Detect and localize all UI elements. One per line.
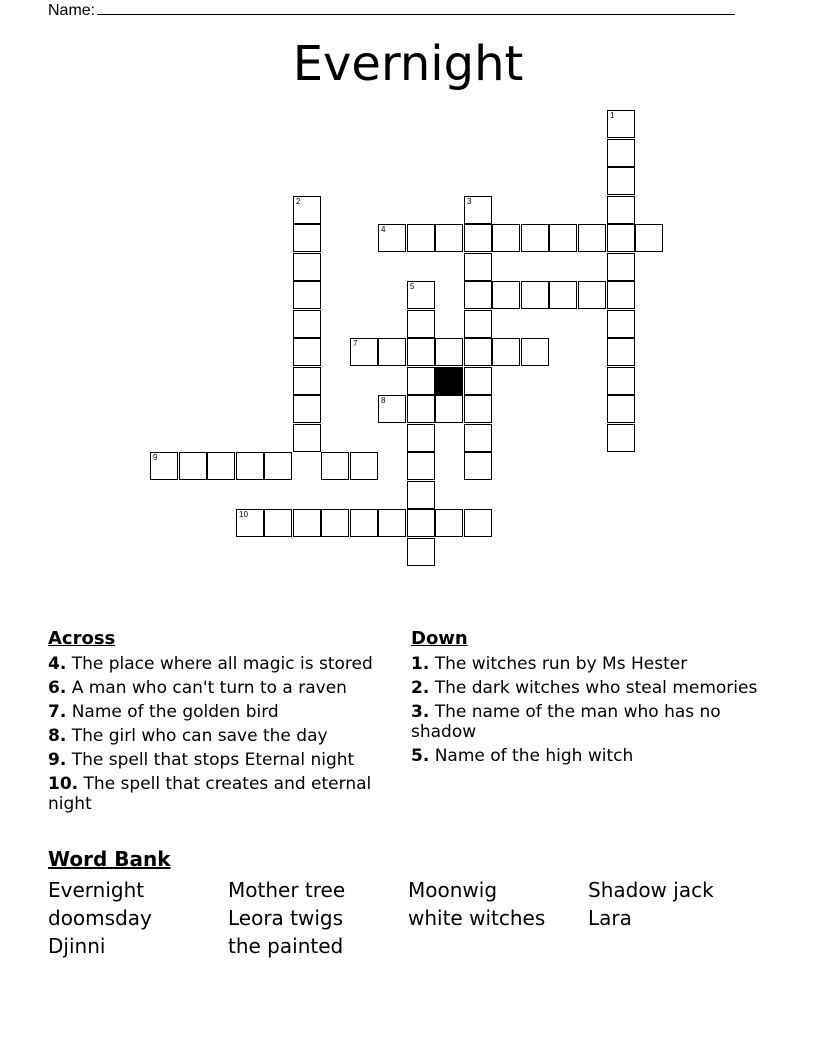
- clue-across-4: [48, 654, 400, 674]
- crossword-cell[interactable]: [607, 367, 635, 395]
- crossword-cell[interactable]: [464, 452, 492, 480]
- crossword-cell[interactable]: [293, 367, 321, 395]
- crossword-cell[interactable]: [179, 452, 207, 480]
- clue-across-10: [48, 774, 400, 814]
- crossword-cell[interactable]: [321, 509, 349, 537]
- crossword-cell[interactable]: [492, 224, 520, 252]
- crossword-cell[interactable]: [549, 281, 577, 309]
- cell-number: 4: [381, 225, 386, 234]
- down-heading: Down: [411, 628, 468, 649]
- crossword-cell[interactable]: [407, 538, 435, 566]
- name-label: Name:: [48, 2, 96, 19]
- crossword-cell[interactable]: [607, 338, 635, 366]
- clue-number: 1.: [411, 654, 430, 674]
- crossword-cell[interactable]: [464, 509, 492, 537]
- crossword-cell[interactable]: [521, 224, 549, 252]
- clue-text: A man who can't turn to a raven: [71, 678, 347, 698]
- cell-number: 1: [610, 111, 615, 120]
- crossword-cell[interactable]: [264, 509, 292, 537]
- cell-number: 5: [410, 282, 415, 291]
- crossword-cell[interactable]: [607, 253, 635, 281]
- crossword-cell[interactable]: [264, 452, 292, 480]
- crossword-cell[interactable]: [293, 424, 321, 452]
- crossword-cell[interactable]: [464, 310, 492, 338]
- word-bank-item: Lara: [588, 906, 632, 930]
- crossword-cell[interactable]: [607, 167, 635, 195]
- across-heading: Across: [48, 628, 116, 649]
- crossword-cell[interactable]: [435, 395, 463, 423]
- crossword-cell[interactable]: [293, 310, 321, 338]
- crossword-cell[interactable]: [578, 281, 606, 309]
- puzzle-title: Evernight: [292, 36, 524, 92]
- crossword-cell[interactable]: [407, 452, 435, 480]
- crossword-cell[interactable]: [236, 452, 264, 480]
- word-bank-item: white witches: [408, 906, 546, 930]
- crossword-cell[interactable]: [293, 196, 321, 224]
- crossword-cell[interactable]: [492, 281, 520, 309]
- clue-text: The witches run by Ms Hester: [434, 654, 688, 674]
- word-bank-item: Djinni: [48, 934, 106, 958]
- word-bank-item: Leora twigs: [228, 906, 344, 930]
- crossword-cell[interactable]: [607, 424, 635, 452]
- clue-text: The spell that creates and eternal night: [48, 774, 372, 814]
- clue-text: The spell that stops Eternal night: [71, 750, 355, 770]
- crossword-cell[interactable]: [378, 338, 406, 366]
- clue-across-6: [48, 678, 400, 698]
- crossword-cell[interactable]: [293, 224, 321, 252]
- crossword-cell[interactable]: [293, 509, 321, 537]
- word-bank-item: Evernight: [48, 878, 145, 902]
- clue-text: Name of the golden bird: [71, 702, 279, 722]
- crossword-cell[interactable]: [607, 224, 635, 252]
- clue-number: 9.: [48, 750, 67, 770]
- clue-text: The name of the man who has no shadow: [411, 702, 721, 742]
- word-bank-item: Moonwig: [408, 878, 498, 902]
- crossword-cell[interactable]: [607, 110, 635, 138]
- cell-number: 7: [353, 339, 358, 348]
- clue-number: 2.: [411, 678, 430, 698]
- crossword-cell[interactable]: [321, 452, 349, 480]
- word-bank-item: Mother tree: [228, 878, 346, 902]
- crossword-cell[interactable]: [293, 253, 321, 281]
- cell-number: 9: [153, 453, 158, 462]
- crossword-cell[interactable]: [150, 452, 178, 480]
- word-bank-item: the painted: [228, 934, 344, 958]
- crossword-cell[interactable]: [350, 452, 378, 480]
- crossword-cell[interactable]: [607, 196, 635, 224]
- crossword-cell[interactable]: [521, 338, 549, 366]
- crossword-cell[interactable]: [407, 424, 435, 452]
- crossword-cell[interactable]: [378, 395, 406, 423]
- clue-across-9: [48, 750, 400, 770]
- crossword-cell[interactable]: [464, 253, 492, 281]
- word-bank: [48, 846, 768, 958]
- crossword-cell[interactable]: [607, 139, 635, 167]
- crossword-cell[interactable]: [407, 367, 435, 395]
- clue-down-1: [411, 654, 761, 674]
- clue-number: 8.: [48, 726, 67, 746]
- clue-number: 6.: [48, 678, 67, 698]
- clue-number: 4.: [48, 654, 67, 674]
- crossword-cell[interactable]: [464, 367, 492, 395]
- crossword-cell[interactable]: [378, 509, 406, 537]
- clue-down-3: [411, 702, 761, 742]
- word-bank-item: doomsday: [48, 906, 152, 930]
- crossword-cell[interactable]: [407, 310, 435, 338]
- blocked-cell: [435, 367, 463, 395]
- crossword-cell[interactable]: [435, 338, 463, 366]
- word-bank-item: Shadow jack: [588, 878, 714, 902]
- crossword-cell[interactable]: [578, 224, 606, 252]
- down-clues: [411, 628, 761, 770]
- crossword-cell[interactable]: [350, 509, 378, 537]
- crossword-cell[interactable]: [464, 224, 492, 252]
- crossword-cell[interactable]: [549, 224, 577, 252]
- crossword-cell[interactable]: [435, 224, 463, 252]
- cell-number: 3: [467, 197, 472, 206]
- clue-number: 7.: [48, 702, 67, 722]
- clue-text: Name of the high witch: [434, 746, 634, 766]
- crossword-cell[interactable]: [293, 395, 321, 423]
- crossword-cell[interactable]: [464, 338, 492, 366]
- crossword-cell[interactable]: [407, 509, 435, 537]
- clue-text: The place where all magic is stored: [71, 654, 373, 674]
- crossword-cell[interactable]: [464, 281, 492, 309]
- crossword-cell[interactable]: [635, 224, 663, 252]
- crossword-cell[interactable]: [293, 281, 321, 309]
- clue-number: 10.: [48, 774, 79, 794]
- cell-number: 8: [381, 396, 386, 405]
- cell-number: 2: [296, 197, 301, 206]
- clue-down-5: [411, 746, 761, 766]
- crossword-cell[interactable]: [236, 509, 264, 537]
- crossword-cell[interactable]: [464, 395, 492, 423]
- clue-number: 5.: [411, 746, 430, 766]
- clue-number: 3.: [411, 702, 430, 722]
- crossword-cell[interactable]: [350, 338, 378, 366]
- crossword-cell[interactable]: [464, 196, 492, 224]
- crossword-cell[interactable]: [464, 424, 492, 452]
- clue-text: The girl who can save the day: [71, 726, 328, 746]
- clue-text: The dark witches who steal memories: [434, 678, 758, 698]
- cell-number: 10: [239, 510, 248, 519]
- crossword-cell[interactable]: [492, 338, 520, 366]
- clue-across-8: [48, 726, 400, 746]
- crossword-cell[interactable]: [607, 310, 635, 338]
- crossword-cell[interactable]: [378, 224, 406, 252]
- crossword-cell[interactable]: [407, 481, 435, 509]
- crossword-cell[interactable]: [521, 281, 549, 309]
- word-bank-heading: Word Bank: [48, 847, 171, 871]
- crossword-cell[interactable]: [607, 395, 635, 423]
- crossword-cell[interactable]: [407, 395, 435, 423]
- crossword-cell[interactable]: [407, 338, 435, 366]
- clue-across-7: [48, 702, 400, 722]
- crossword-cell[interactable]: [407, 224, 435, 252]
- crossword-cell[interactable]: [607, 281, 635, 309]
- across-clues: [48, 628, 400, 818]
- word-bank-list: [48, 878, 768, 958]
- clue-down-2: [411, 678, 761, 698]
- crossword-cell[interactable]: [293, 338, 321, 366]
- crossword-cell[interactable]: [435, 509, 463, 537]
- crossword-cell[interactable]: [407, 281, 435, 309]
- crossword-cell[interactable]: [207, 452, 235, 480]
